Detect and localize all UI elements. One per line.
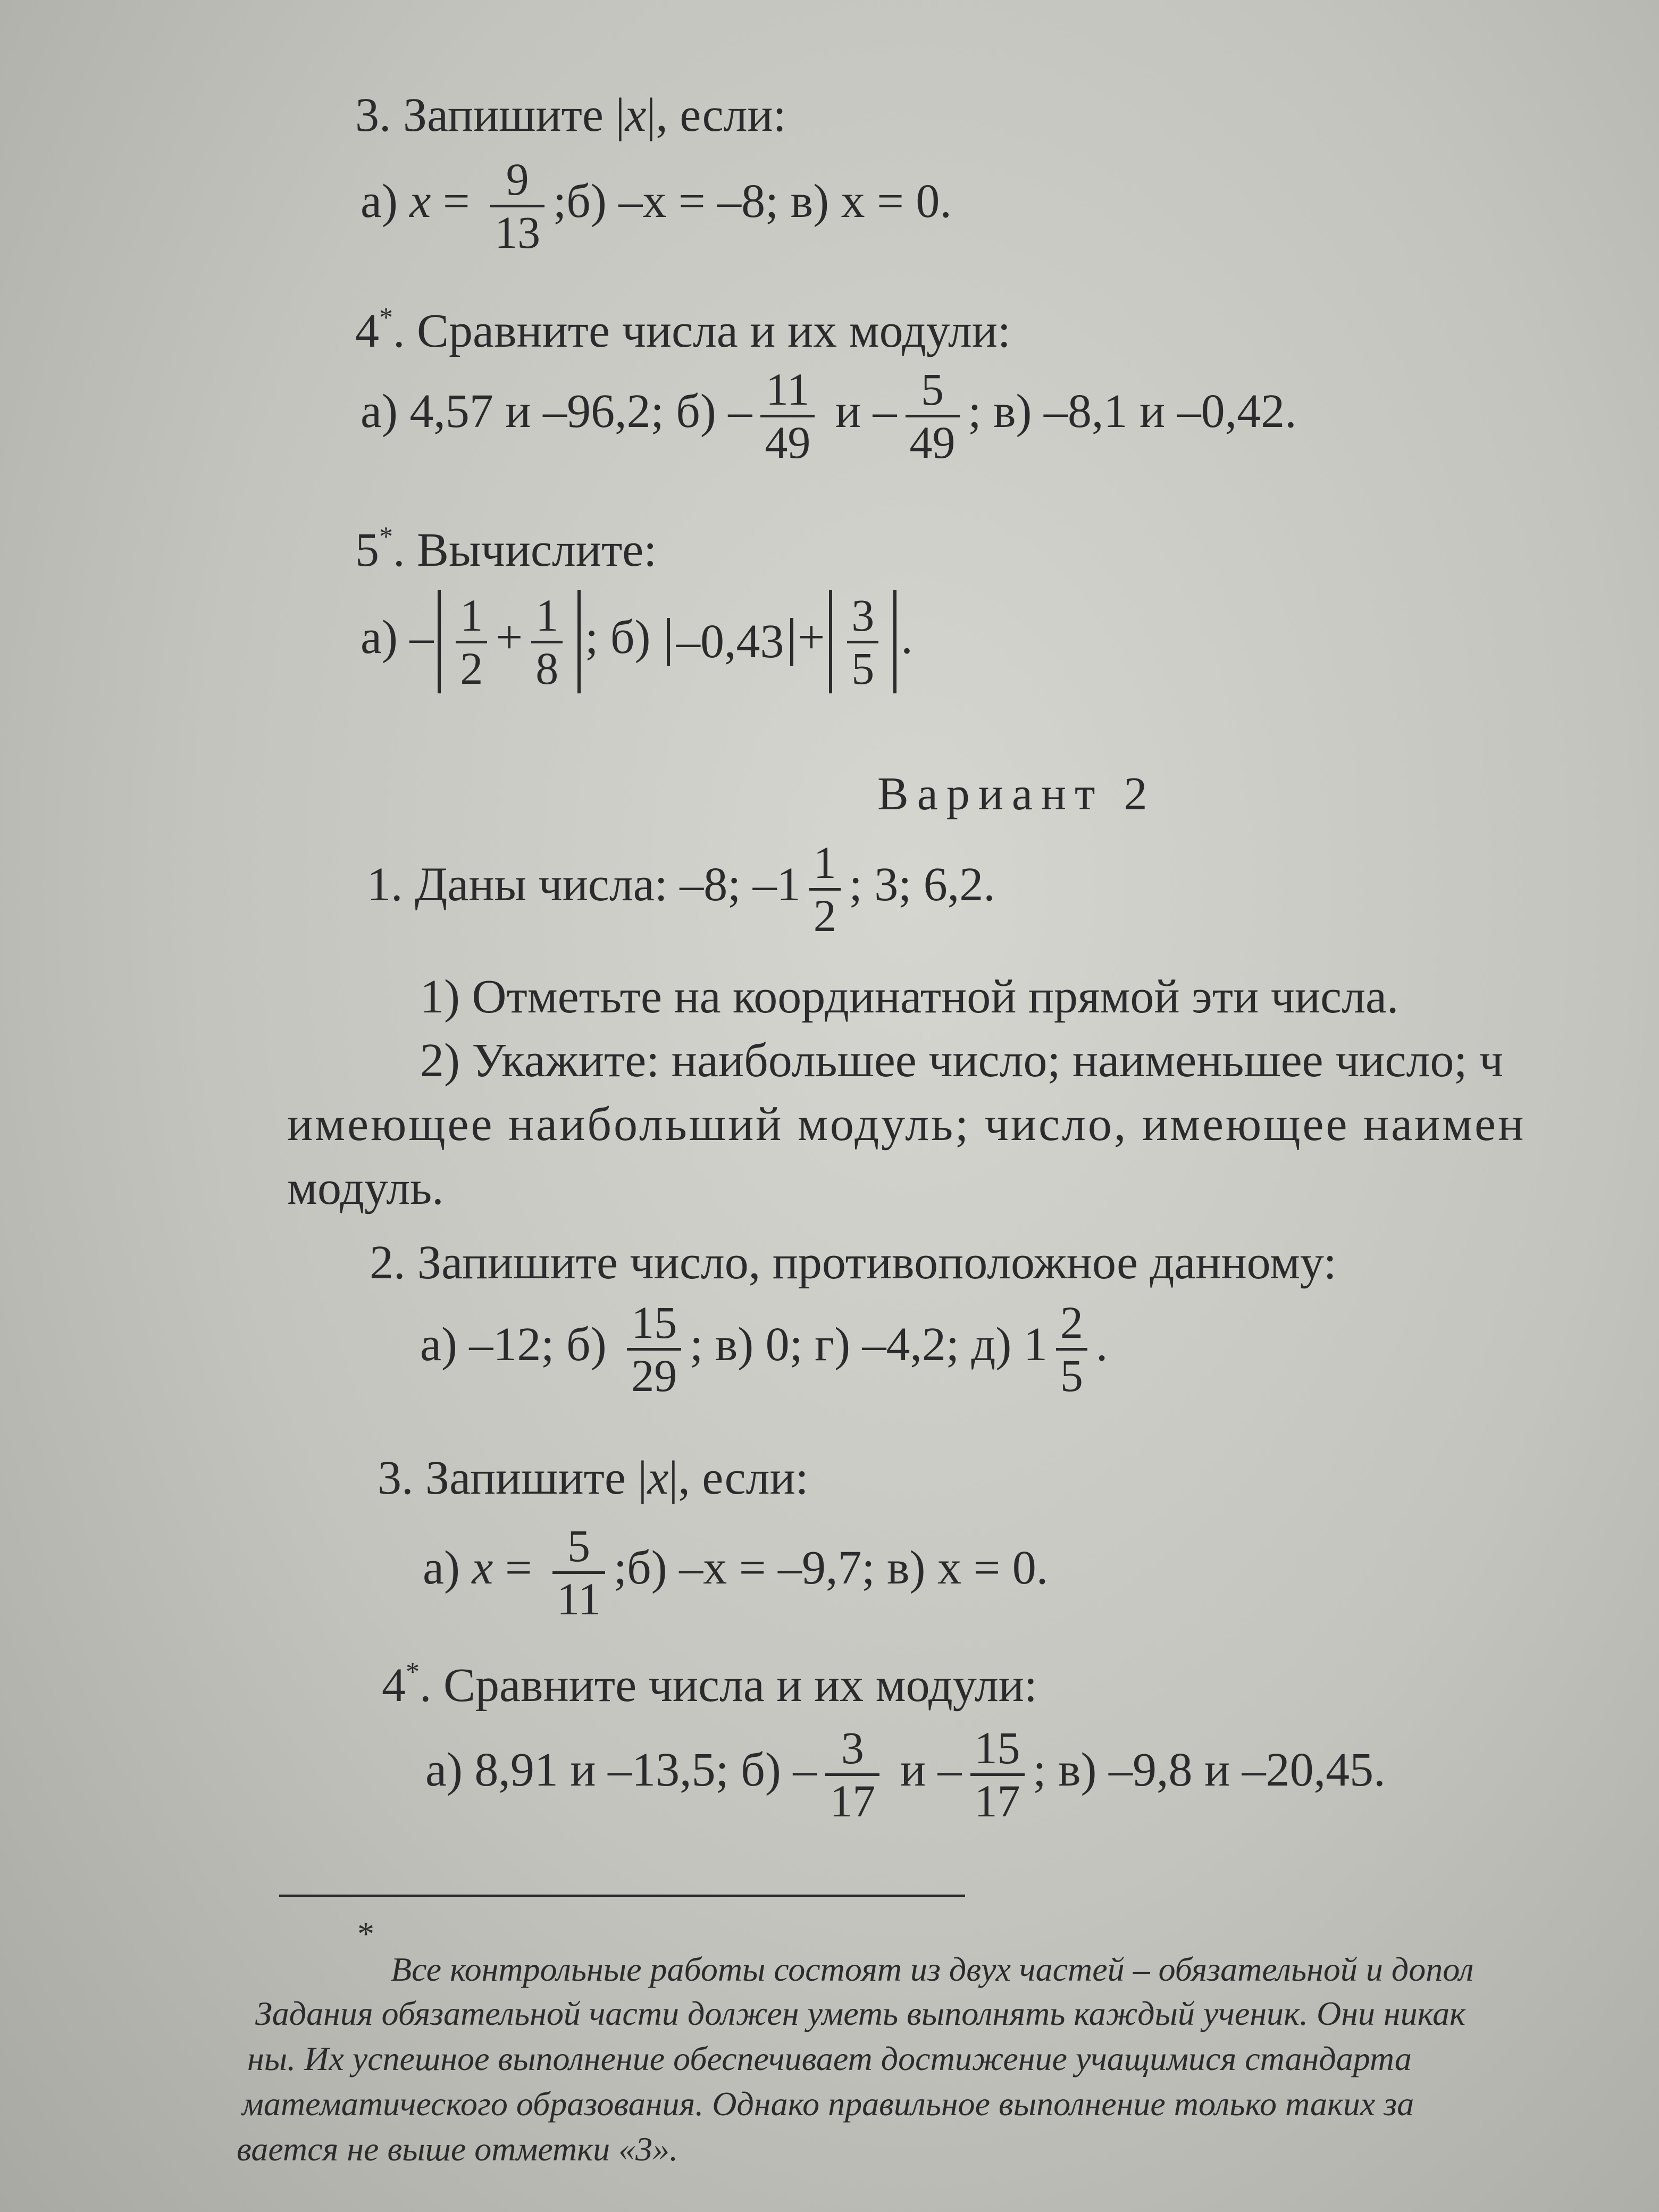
denominator: 11 bbox=[552, 1571, 605, 1624]
fraction bbox=[552, 1521, 605, 1624]
denominator: 13 bbox=[490, 205, 544, 258]
denominator: 49 bbox=[760, 415, 815, 468]
numerator: 1 bbox=[460, 590, 483, 641]
numerator: 1 bbox=[535, 590, 559, 641]
fraction bbox=[627, 1297, 681, 1401]
text: + bbox=[496, 610, 523, 664]
text: ; б) bbox=[585, 610, 663, 664]
text: . bbox=[1095, 1318, 1108, 1371]
v2-task2-title: 2. Запишите число, противоположное данному: bbox=[370, 1236, 1337, 1289]
text: и – bbox=[823, 384, 897, 438]
v2-task4-expression bbox=[425, 1723, 1386, 1826]
text: |, если: bbox=[668, 1452, 809, 1504]
fraction bbox=[825, 1723, 879, 1826]
task-number: 5 bbox=[355, 524, 379, 576]
fraction bbox=[847, 590, 878, 693]
v2-task1-item1: 1) Отметьте на координатной прямой эти числа. bbox=[420, 970, 1399, 1023]
asterisk: * bbox=[379, 522, 393, 552]
denominator: 5 bbox=[847, 641, 878, 694]
fraction bbox=[531, 590, 563, 693]
v2-task1-title bbox=[367, 837, 995, 941]
text: 1. Даны числа: –8; –1 bbox=[367, 858, 801, 911]
footnote-line-5: вается не выше отметки «3». bbox=[237, 2130, 678, 2168]
var-x: x bbox=[647, 1452, 669, 1504]
numerator: 15 bbox=[974, 1722, 1020, 1773]
footnote-asterisk: * bbox=[357, 1915, 374, 1953]
denominator: 5 bbox=[1056, 1348, 1087, 1401]
v1-task3-title bbox=[355, 91, 786, 139]
fraction bbox=[456, 590, 487, 693]
var-x: x bbox=[625, 89, 647, 141]
footnote-line-4: математического образования. Однако правильное выполнение только таких за bbox=[242, 2085, 1414, 2123]
text: а) 8,91 и –13,5; б) – bbox=[425, 1743, 817, 1796]
v1-task5-expression bbox=[361, 590, 913, 693]
fraction bbox=[1056, 1297, 1087, 1401]
var-x: x bbox=[409, 174, 431, 228]
asterisk: * bbox=[406, 1657, 420, 1687]
v1-task5-title bbox=[355, 522, 657, 576]
fraction bbox=[809, 837, 841, 941]
text: + bbox=[798, 610, 825, 664]
footnote-divider bbox=[279, 1895, 965, 1897]
denominator: 49 bbox=[906, 415, 960, 468]
v2-task1-item2-cont: имеющее наибольший модуль; число, имеющее наимен bbox=[287, 1098, 1526, 1151]
text: ;б) –x = –9,7; в) x = 0. bbox=[613, 1541, 1049, 1594]
text: 3. Запишите | bbox=[378, 1452, 648, 1504]
text: . Вычислите: bbox=[393, 524, 657, 576]
v2-task3-expression bbox=[423, 1521, 1048, 1624]
v2-task1-item2: 2) Укажите: наибольшее число; наименьшее число; ч bbox=[420, 1034, 1504, 1087]
numerator: 3 bbox=[841, 1722, 864, 1773]
denominator: 29 bbox=[627, 1348, 681, 1401]
fraction bbox=[760, 364, 815, 467]
text: . Сравните числа и их модули: bbox=[420, 1659, 1037, 1712]
absolute-value: –0,43 bbox=[667, 618, 794, 666]
numerator: 9 bbox=[506, 154, 529, 205]
var-x: x bbox=[472, 1541, 493, 1594]
numerator: 1 bbox=[813, 837, 836, 888]
v1-task4-expression bbox=[361, 364, 1297, 467]
v1-task3-expression bbox=[361, 154, 952, 257]
fraction bbox=[906, 364, 960, 467]
v2-task1-item2-end: модуль. bbox=[287, 1162, 444, 1214]
v2-task3-title bbox=[378, 1454, 809, 1502]
denominator: 2 bbox=[809, 888, 841, 941]
text: . bbox=[901, 610, 913, 664]
text: = bbox=[431, 174, 482, 228]
text: а) – bbox=[361, 610, 434, 664]
numerator: 3 bbox=[851, 590, 875, 641]
absolute-value bbox=[438, 590, 581, 693]
task-number: 4 bbox=[382, 1659, 406, 1712]
text: а) 4,57 и –96,2; б) – bbox=[361, 384, 752, 438]
numerator: 2 bbox=[1060, 1297, 1083, 1348]
text: |, если: bbox=[646, 89, 786, 141]
numerator: 11 bbox=[765, 364, 810, 415]
denominator: 17 bbox=[970, 1773, 1025, 1826]
denominator: 17 bbox=[825, 1773, 879, 1826]
numerator: 5 bbox=[567, 1520, 591, 1571]
text: 3. Запишите | bbox=[355, 89, 625, 141]
text: а) bbox=[361, 174, 410, 228]
denominator: 2 bbox=[456, 641, 487, 694]
v2-task2-expression bbox=[420, 1297, 1108, 1401]
text: ; в) –9,8 и –20,45. bbox=[1033, 1743, 1386, 1796]
text: ; в) 0; г) –4,2; д) 1 bbox=[690, 1318, 1048, 1371]
v2-task4-title bbox=[382, 1657, 1037, 1712]
numerator: 5 bbox=[921, 364, 944, 415]
footnote-line-2: Задания обязательной части должен уметь выполнять каждый ученик. Они никак bbox=[255, 1995, 1465, 2032]
text: а) –12; б) bbox=[420, 1318, 619, 1371]
asterisk: * bbox=[379, 303, 393, 333]
task-number: 4 bbox=[355, 305, 379, 357]
variant-heading: Вариант 2 bbox=[877, 768, 1156, 820]
numerator: 15 bbox=[631, 1297, 677, 1348]
text: = bbox=[493, 1541, 544, 1594]
v1-task4-title bbox=[355, 303, 1011, 357]
text: ; 3; 6,2. bbox=[849, 858, 995, 911]
fraction bbox=[490, 154, 544, 257]
absolute-value bbox=[829, 590, 896, 693]
text: ; в) –8,1 и –0,42. bbox=[968, 384, 1297, 438]
fraction bbox=[970, 1723, 1025, 1826]
footnote-line-1: Все контрольные работы состоят из двух частей – обязательной и допол bbox=[391, 1950, 1474, 1988]
text: ;б) –x = –8; в) x = 0. bbox=[553, 174, 952, 228]
text: . Сравните числа и их модули: bbox=[393, 305, 1011, 357]
denominator: 8 bbox=[531, 641, 563, 694]
text: а) bbox=[423, 1541, 472, 1594]
text: и – bbox=[888, 1743, 962, 1796]
footnote-line-3: ны. Их успешное выполнение обеспечивает достижение учащимися стандарта bbox=[247, 2040, 1412, 2077]
